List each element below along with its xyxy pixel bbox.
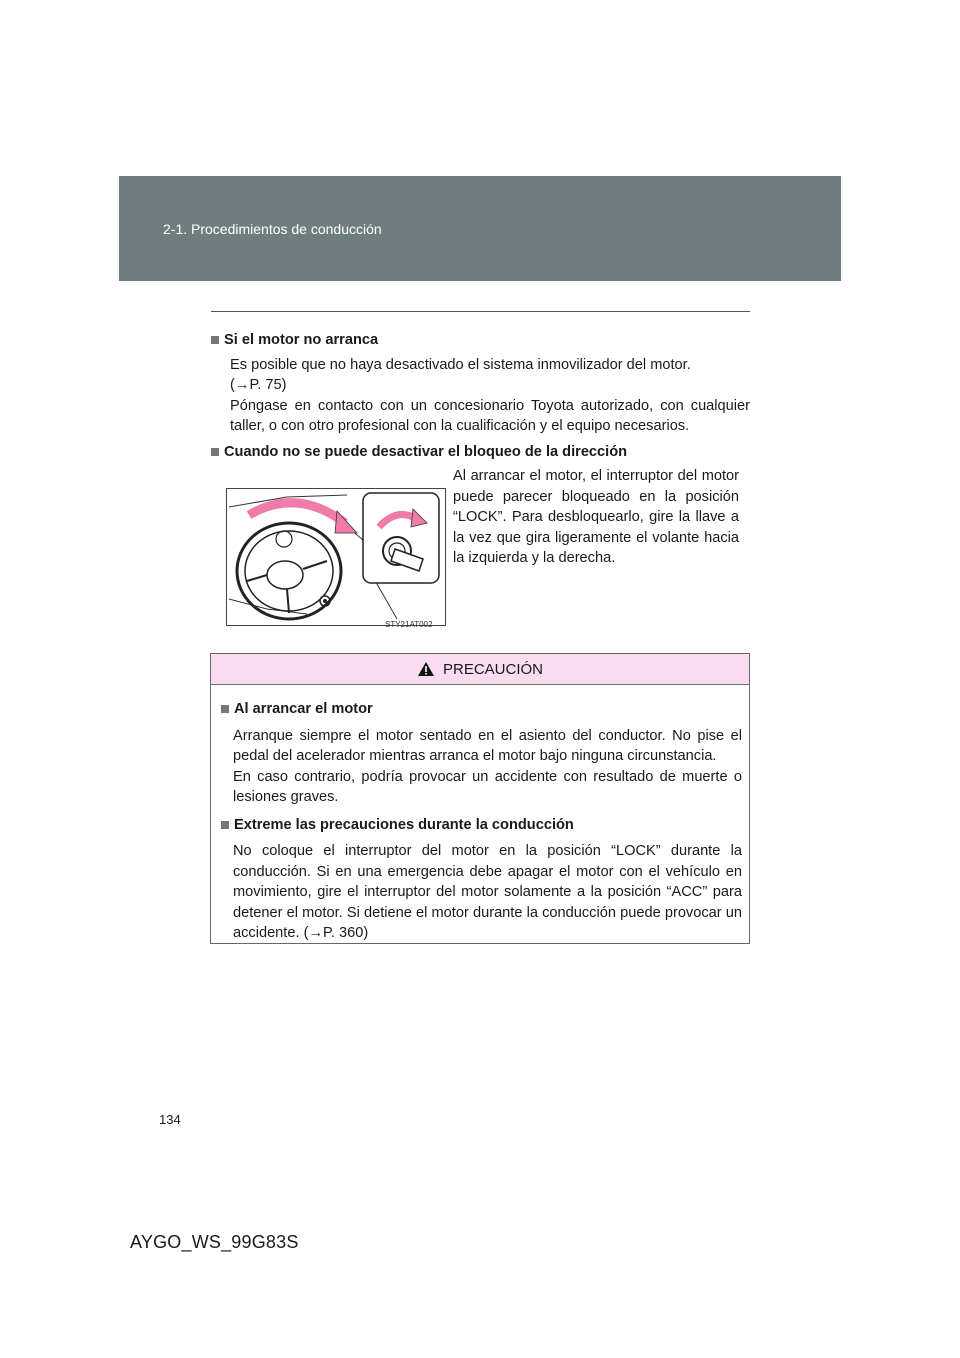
figure-code: STY21AT002 — [385, 620, 433, 629]
steering-key-icon — [227, 489, 445, 625]
caution-title: PRECAUCIÓN — [442, 660, 543, 678]
square-bullet-icon — [221, 821, 229, 829]
steering-lock-block — [211, 466, 750, 629]
header-band — [119, 176, 841, 281]
top-rule — [211, 311, 750, 312]
text-line: En caso contrario, podría provocar un accidente con resultado de muerte o lesiones graves. — [233, 768, 742, 805]
text-line: Póngase en contacto con un concesionario Toyota autorizado, con cualquier taller, o con otro profesional con la cualificación y el equipo necesarios. — [230, 397, 750, 434]
section-label: 2-1. Procedimientos de conducción — [163, 221, 382, 237]
caution-driving-text — [233, 841, 742, 944]
text-line: No coloque el interruptor del motor en la posición “LOCK” durante la conducción. Si en una emergencia debe apagar el motor con el vehículo en movimiento, gire el interruptor del motor solamente a la posición “ACC” para detener el motor. Si detiene el motor durante la conducción puede provocar un accidente. (→P. 360) — [233, 843, 742, 941]
engine-no-start-text — [230, 355, 750, 437]
page-reference: (→P. 75) — [230, 377, 287, 393]
square-bullet-icon — [211, 448, 219, 456]
text-line: Arranque siempre el motor sentado en el asiento del conductor. No pise el pedal del acelerador mientras arranca el motor bajo ninguna circunstancia. — [233, 727, 742, 764]
caution-starting-text — [233, 726, 742, 808]
caution-body — [211, 685, 749, 944]
page-number: 134 — [159, 1112, 181, 1127]
warning-triangle-icon — [417, 661, 435, 677]
section-heading-steering-lock: Cuando no se puede desactivar el bloqueo de la dirección — [211, 442, 750, 463]
caution-heading-driving: Extreme las precauciones durante la conducción — [221, 815, 742, 836]
steering-lock-text: Al arrancar el motor, el interruptor del motor puede parecer bloqueado en la posición “LOCK”. Para desbloquearlo, gire la llave a la vez que gira ligeramente el volante hacia la izquierda y la derecha. — [453, 468, 739, 566]
steering-wheel-illustration — [226, 488, 446, 629]
document-code: AYGO_WS_99G83S — [130, 1232, 299, 1252]
square-bullet-icon — [211, 336, 219, 344]
main-content — [211, 330, 750, 629]
section-heading-engine-no-start: Si el motor no arranca — [211, 330, 750, 351]
caution-heading-starting: Al arrancar el motor — [221, 699, 742, 720]
square-bullet-icon — [221, 705, 229, 713]
text-line: Es posible que no haya desactivado el sistema inmovilizador del motor. — [230, 356, 691, 373]
caution-header — [211, 654, 749, 685]
caution-box — [210, 653, 750, 944]
